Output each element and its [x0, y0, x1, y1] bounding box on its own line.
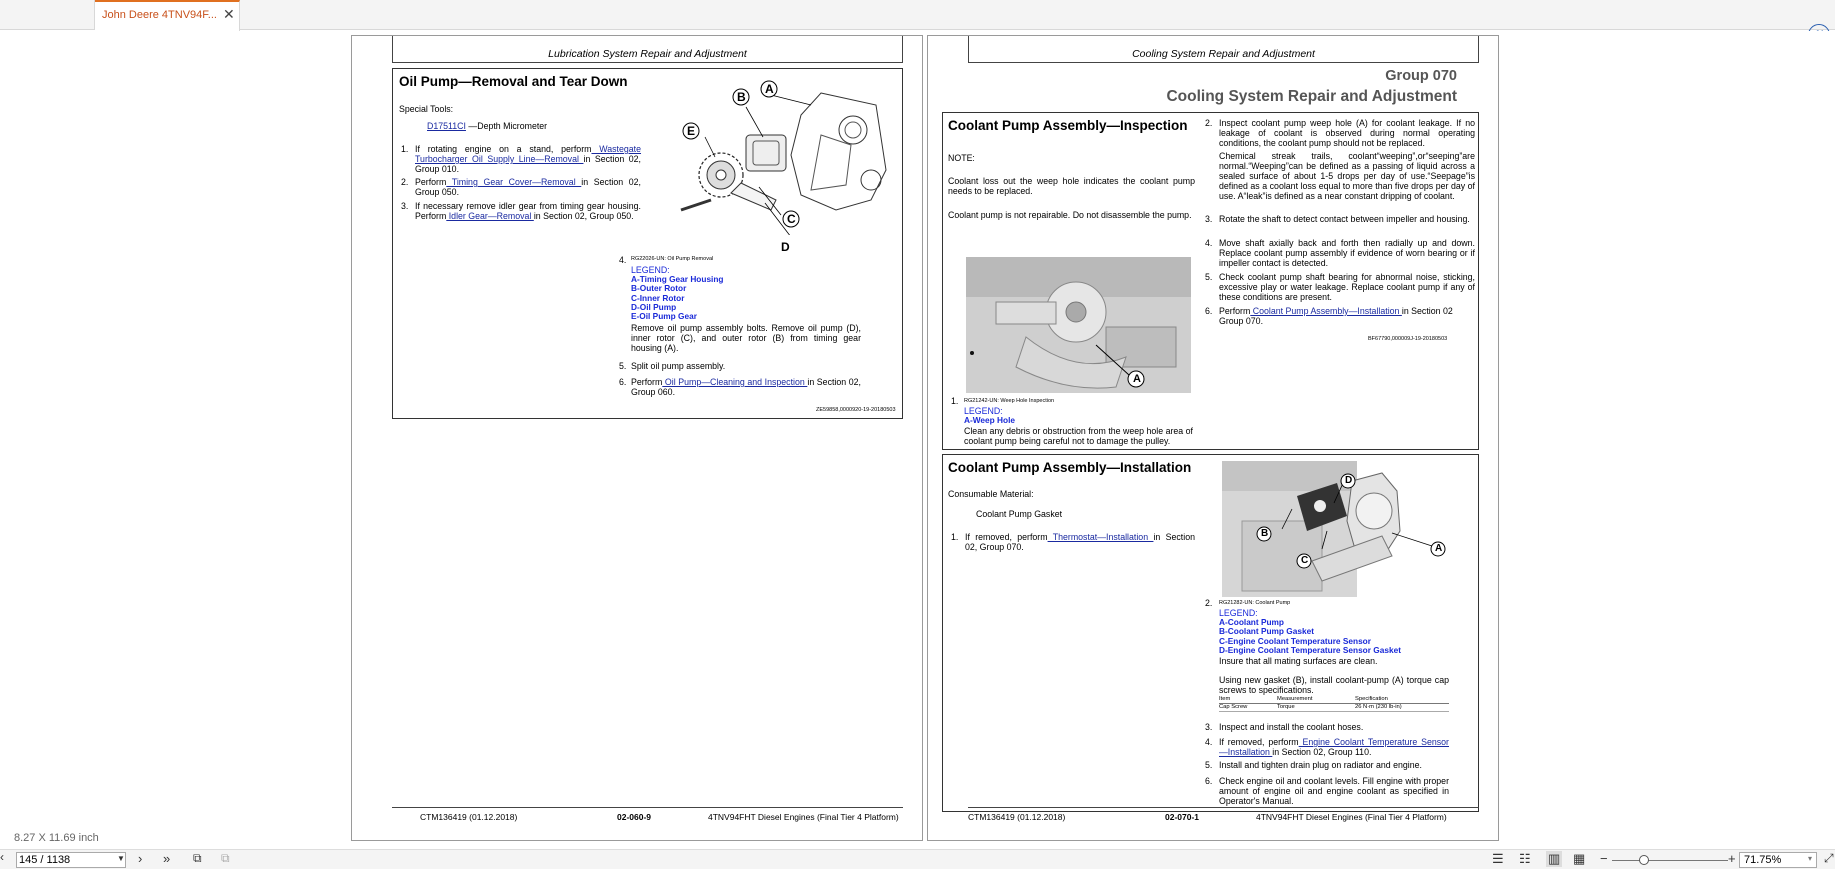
ect-sensor-installation-link[interactable]: Engine Coolant Temperature Sensor—Installation	[1219, 737, 1449, 757]
inspection-section	[942, 112, 1479, 450]
step5-text: Check coolant pump shaft bearing for abnormal noise, sticking, excessive play or water leakage. Replace coolant pump if any of these conditions are present.	[1219, 272, 1475, 302]
legend-item: C-Inner Rotor	[631, 292, 685, 303]
legend-item: A-Timing Gear Housing	[631, 274, 724, 284]
oil-pump-section	[392, 68, 903, 419]
right-page-header	[968, 36, 1479, 63]
step6-text: Check engine oil and coolant levels. Fill engine with proper amount of engine oil and engine coolant as specified in Operator's Manual.	[1219, 776, 1449, 806]
footer-right: 4TNV94FHT Diesel Engines (Final Tier 4 Platform)	[708, 812, 899, 822]
group-number: Group 070	[1385, 68, 1457, 84]
spec-table	[1219, 696, 1449, 712]
legend-item: B-Outer Rotor	[631, 283, 687, 294]
page-number-input[interactable]: 145 / 1138	[16, 852, 126, 868]
left-page-header	[392, 36, 903, 63]
zoom-select[interactable]: 71.75%	[1739, 852, 1817, 868]
figure-label-d: D	[781, 240, 790, 254]
step-number: 2.	[1205, 598, 1213, 608]
step3-text: Rotate the shaft to detect contact between impeller and housing.	[1219, 214, 1470, 224]
oil-pump-cleaning-link[interactable]: Oil Pump—Cleaning and Inspection	[662, 377, 808, 387]
step-number: 5.	[1205, 760, 1213, 770]
figure-label-c: C	[787, 212, 796, 226]
chevron-down-icon[interactable]: ▼	[117, 854, 125, 863]
note-text-2: Coolant pump is not repairable. Do not disassemble the pump.	[948, 210, 1192, 220]
step2-text-2: Using new gasket (B), install coolant-pump (A) torque cap screws to specifications.	[1219, 675, 1449, 695]
step-number: 2.	[401, 177, 409, 187]
section-title: Oil Pump—Removal and Tear Down	[399, 74, 628, 89]
legend-item: D-Oil Pump	[631, 301, 677, 312]
note-text: Coolant loss out the weep hole indicates the coolant pump needs to be replaced.	[948, 176, 1195, 196]
zoom-in-icon[interactable]: +	[1728, 851, 1736, 866]
step-number: 3.	[1205, 214, 1213, 224]
ref-code: BF67790,000009J-19-20180503	[1368, 336, 1448, 342]
step-number: 3.	[1205, 722, 1213, 732]
coolant-pump-installation-link[interactable]: Coolant Pump Assembly—Installation	[1250, 306, 1402, 316]
zoom-slider-track[interactable]	[1612, 860, 1728, 861]
legend-title: LEGEND:	[631, 265, 670, 275]
section-title: Coolant Pump Assembly—Inspection	[948, 118, 1188, 133]
footer-left: CTM136419 (01.12.2018)	[420, 812, 518, 822]
legend-item: B-Coolant Pump Gasket	[1219, 626, 1314, 637]
step-text: If necessary remove idler gear from timing gear housing. Perform Idler Gear—Removal in Section 02, Group 050.	[415, 201, 641, 221]
footer-page-number: 02-070-1	[1165, 812, 1200, 822]
last-page-icon[interactable]: »	[163, 851, 171, 866]
step1-text: Clean any debris or obstruction from the weep hole area of coolant pump being careful not to damage the pulley.	[964, 426, 1193, 446]
note-label: NOTE:	[948, 153, 975, 163]
step-number: 1.	[401, 144, 409, 154]
continuous-view-icon[interactable]: ☷	[1519, 851, 1531, 866]
figure-caption: RG21282-UN: Coolant Pump	[1219, 600, 1291, 606]
step3-text: Inspect and install the coolant hoses.	[1219, 722, 1364, 732]
step6-text: Perform Oil Pump—Cleaning and Inspection in Section 02, Group 060.	[631, 377, 861, 397]
single-page-view-icon[interactable]: ☰	[1492, 851, 1504, 866]
legend-item: C-Engine Coolant Temperature Sensor	[1219, 635, 1371, 646]
step2-text: Inspect coolant pump weep hole (A) for coolant leakage. If no leakage of coolant is observed during normal operating conditions, the coolant pump should not be replaced.	[1219, 118, 1475, 148]
legend-list	[631, 275, 724, 321]
figure-label-e: E	[687, 124, 696, 138]
step1-text: If removed, perform Thermostat—Installation in Section 02, Group 070.	[965, 532, 1195, 552]
figure-label-a: A	[1435, 543, 1443, 554]
right-page	[927, 35, 1499, 841]
step4-text: Move shaft axially back and forth then radially up and down. Replace coolant pump assembly if evidence of worn bearing or if impeller contact is detected.	[1219, 238, 1475, 268]
figure-label-d: D	[1345, 475, 1353, 486]
spec-table-row: Cap Screw Torque 26 N·m (230 lb-in)	[1219, 704, 1449, 712]
figure-label-b: B	[737, 90, 746, 104]
figure-label-a: A	[1133, 373, 1141, 385]
spec-table-header: Item Measurement Specification	[1219, 696, 1449, 704]
document-tab-title: John Deere 4TNV94F...	[102, 9, 217, 21]
step5-text: Split oil pump assembly.	[631, 361, 726, 371]
next-page-icon[interactable]: ›	[138, 851, 143, 866]
idler-gear-link[interactable]: Idler Gear—Removal	[446, 211, 534, 221]
zoom-dropdown-icon[interactable]: ▾	[1808, 854, 1813, 863]
step-number: 3.	[401, 201, 409, 211]
step-number: 1.	[951, 396, 959, 406]
thermostat-installation-link[interactable]: Thermostat—Installation	[1047, 532, 1154, 542]
page-size-label: 8.27 X 11.69 inch	[14, 832, 99, 844]
step-text: If rotating engine on a stand, perform Wastegate Turbocharger Oil Supply Line—Removal in Section 02, Group 010.	[415, 144, 642, 174]
step-number: 6.	[1205, 306, 1213, 316]
legend-item: A-Weep Hole	[964, 415, 1016, 425]
footer-page-number: 02-060-9	[617, 812, 652, 822]
figure-label-b: B	[1261, 528, 1269, 539]
coolant-pump-figure	[1222, 461, 1452, 597]
step-number: 2.	[1205, 118, 1213, 128]
consumable-label: Consumable Material:	[948, 489, 1034, 499]
step-number: 5.	[619, 361, 627, 371]
right-header-text: Cooling System Repair and Adjustment	[1132, 48, 1315, 60]
wastegate-link[interactable]: Wastegate Turbocharger Oil Supply Line—Removal	[415, 144, 642, 164]
tab-bar-spacer	[0, 0, 95, 30]
left-page	[351, 35, 923, 841]
tool-desc: —Depth Micrometer	[465, 121, 548, 131]
two-page-continuous-icon[interactable]: ▦	[1573, 851, 1586, 866]
step-number: 6.	[1205, 776, 1213, 786]
step-number: 4.	[1205, 737, 1213, 747]
prev-page-icon[interactable]: ‹	[0, 850, 4, 864]
footer-divider	[392, 807, 903, 808]
step-number: 6.	[619, 377, 627, 387]
group-title: Cooling System Repair and Adjustment	[1166, 88, 1457, 105]
step4-text: Remove oil pump assembly bolts. Remove oil pump (D), inner rotor (C), and outer rotor (B) from timing gear housing (A).	[631, 323, 861, 353]
step-number: 5.	[1205, 272, 1213, 282]
legend-item: D-Engine Coolant Temperature Sensor Gasket	[1219, 644, 1401, 655]
fullscreen-icon[interactable]: ⤢	[1824, 851, 1834, 865]
figure-label-a: A	[765, 82, 774, 96]
legend-title: LEGEND:	[1219, 608, 1258, 618]
step-number: 4.	[619, 255, 627, 265]
close-tab-icon[interactable]: ✕	[223, 6, 235, 22]
legend-title: LEGEND:	[964, 406, 1003, 416]
tool-line	[427, 121, 547, 131]
installation-section	[942, 454, 1479, 812]
step2-detail: Chemical streak trails, coolant“weeping”,or“seeping”are normal.“Weeping”can be defined as a passing of liquid across a sealed surface of about 1-5 drops per day of use.“Seepage”is defined as a coolant loss equal to more than five drops per day of use. A“leak”is defined as a near constant dripping of coolant.	[1219, 151, 1475, 201]
tab-bar	[0, 0, 1835, 30]
footer-divider	[968, 807, 1479, 808]
tool-link[interactable]: D17511CI	[427, 121, 466, 131]
section-title: Coolant Pump Assembly—Installation	[948, 460, 1192, 475]
special-tools-label: Special Tools:	[399, 104, 454, 114]
left-header-text: Lubrication System Repair and Adjustment	[548, 48, 747, 60]
figure-caption: RG22026-UN: Oil Pump Removal	[631, 256, 714, 262]
step-number: 1.	[951, 532, 959, 542]
weep-hole-figure	[966, 257, 1191, 393]
step5-text: Install and tighten drain plug on radiator and engine.	[1219, 760, 1422, 770]
legend-item: A-Coolant Pump	[1219, 617, 1284, 627]
document-tab[interactable]	[95, 0, 240, 31]
footer-right: 4TNV94FHT Diesel Engines (Final Tier 4 Platform)	[1256, 812, 1447, 822]
figure-caption: RG21242-UN: Weep Hole Inspection	[964, 398, 1055, 404]
zoom-out-icon[interactable]: −	[1600, 851, 1608, 866]
legend-item: E-Oil Pump Gear	[631, 311, 697, 322]
figure-label-c: C	[1301, 555, 1309, 566]
step-number: 4.	[1205, 238, 1213, 248]
step6-text: Perform Coolant Pump Assembly—Installation in Section 02 Group 070.	[1219, 306, 1453, 326]
two-page-view-icon[interactable]: ▥	[1548, 851, 1561, 866]
timing-gear-cover-link[interactable]: Timing Gear Cover—Removal	[446, 177, 582, 187]
fit-page-icon[interactable]: ⧉	[193, 851, 202, 865]
footer-left: CTM136419 (01.12.2018)	[968, 812, 1066, 822]
legend-list	[1219, 618, 1401, 655]
step2-text: Insure that all mating surfaces are clean.	[1219, 656, 1378, 666]
ref-code: ZE59858,0000920-19-20180503	[816, 407, 896, 413]
oil-pump-figure	[671, 75, 901, 235]
consumable-item: Coolant Pump Gasket	[976, 509, 1063, 519]
step4-text: If removed, perform Engine Coolant Temperature Sensor—Installation in Section 02, Group 110.	[1219, 737, 1449, 757]
rotate-page-icon[interactable]: ⧉	[221, 851, 230, 865]
step-text: Perform Timing Gear Cover—Removal in Section 02, Group 050.	[415, 177, 641, 197]
